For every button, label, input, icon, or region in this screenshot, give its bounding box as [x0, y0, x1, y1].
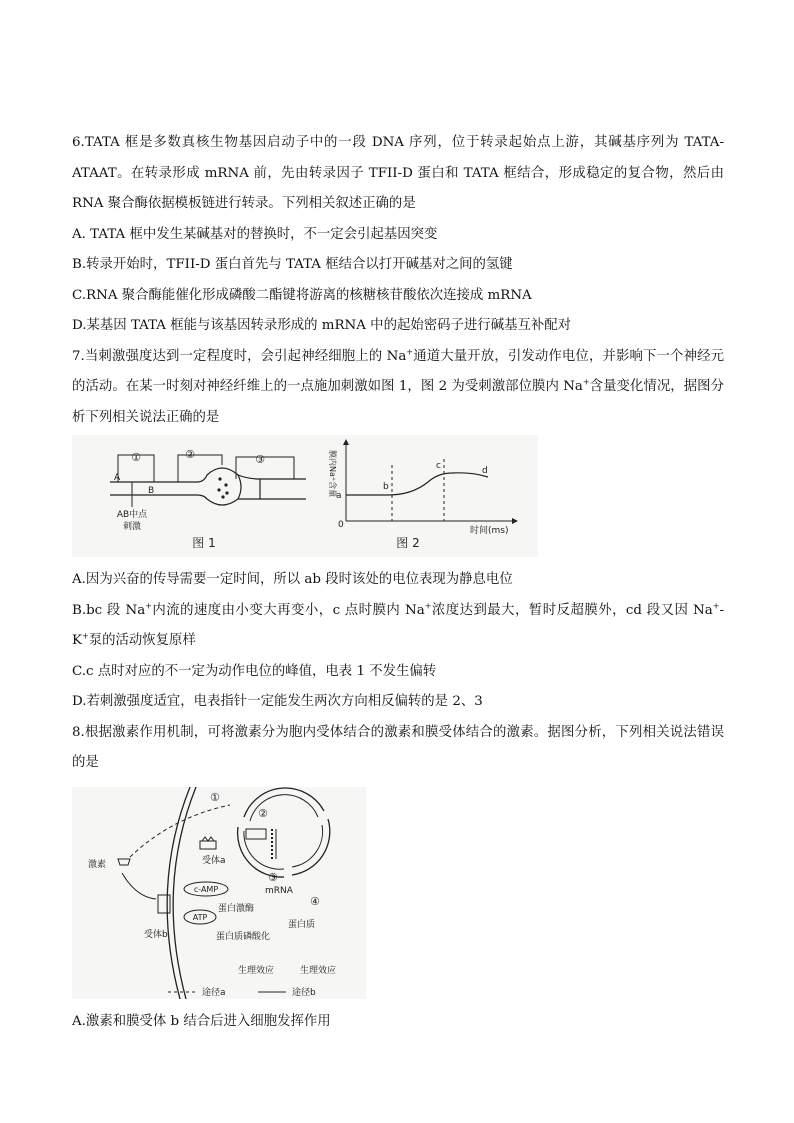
- step-2-label: ②: [258, 806, 268, 820]
- figure-2-point-d: d: [482, 466, 488, 476]
- stimulus-label-1: AB中点: [116, 510, 148, 520]
- figure-2-point-b: b: [383, 482, 389, 492]
- camp-label: c-AMP: [193, 884, 219, 894]
- step-4-label: ④: [310, 894, 320, 908]
- question-7-option-b: B.bc 段 Na+内流的速度由小变大再变小，c 点时膜内 Na+浓度达到最大，暂时反超膜外，cd 段又因 Na+-K+泵的活动恢复原样: [72, 601, 724, 648]
- question-8-figure: [72, 787, 366, 999]
- figure-2-point-c: c: [436, 461, 441, 471]
- figure-1-caption: 图 1: [192, 536, 216, 550]
- question-6-option-b: B.转录开始时，TFII-D 蛋白首先与 TATA 框结合以打开碱基对之间的氢键: [72, 257, 513, 272]
- question-7-option-d: D.若刺激强度适宜，电表指针一定能发生两次方向相反偏转的是 2、3: [72, 694, 483, 709]
- question-6-option-a: A. TATA 框中发生某碱基对的替换时，不一定会引起基因突变: [72, 226, 438, 242]
- atp-label: ATP: [192, 912, 208, 922]
- meter-1-label: ①: [131, 451, 141, 464]
- step-3-label: ③: [268, 870, 278, 884]
- figure-2-origin: 0: [338, 520, 344, 530]
- effect-2-label: 生理效应: [300, 965, 337, 976]
- figure-1: [110, 448, 306, 550]
- figure-2-point-a: a: [336, 491, 342, 501]
- question-6-option-c: C.RNA 聚合酶能催化形成磷酸二酯键将游离的核糖核苷酸依次连接成 mRNA: [72, 287, 532, 303]
- mrna-label: mRNA: [265, 885, 293, 896]
- receptor-a-label: 受体a: [202, 855, 226, 866]
- question-8-option-a: A.激素和膜受体 b 结合后进入细胞发挥作用: [72, 1013, 331, 1029]
- meter-3-label: ③: [255, 453, 265, 466]
- meter-2-label: ②: [185, 448, 195, 461]
- question-6-stem: 6.TATA 框是多数真核生物基因启动子中的一段 DNA 序列，位于转录起始点上游，其碱基序列为 TATA-ATAAT。在转录形成 mRNA 前，先由转录因子 TFII-D 蛋白和 TATA 框结合，形成稳定的复合物，然后由 RNA 聚合酶依据模板链进行转录。下列相关叙述正确的是: [72, 135, 724, 211]
- receptor-b-label: 受体b: [144, 929, 168, 940]
- legend-path-a: 途径a: [202, 987, 226, 998]
- figure-2-ylabel: 膜内Na⁺含量: [328, 450, 337, 498]
- effect-1-label: 生理效应: [238, 965, 275, 976]
- phosphorylation-label: 蛋白质磷酸化: [216, 931, 271, 942]
- question-6-option-d: D.某基因 TATA 框能与该基因转录形成的 mRNA 中的起始密码子进行碱基互补配对: [72, 318, 572, 333]
- question-7-option-c: C.c 点时对应的不一定为动作电位的峰值，电表 1 不发生偏转: [72, 663, 437, 679]
- exam-page: [72, 128, 724, 1037]
- legend-path-b: 途径b: [292, 987, 316, 998]
- figure-2-caption: 图 2: [396, 536, 420, 550]
- step-1-label: ①: [210, 790, 220, 804]
- hormone-label: 激素: [88, 859, 107, 870]
- point-a-label: A: [114, 473, 121, 483]
- figure-2-xlabel: 时间(ms): [470, 526, 509, 536]
- kinase-label: 蛋白激酶: [218, 903, 255, 914]
- question-7-figure: [72, 435, 538, 557]
- protein-label: 蛋白质: [288, 919, 316, 930]
- question-7-stem: 7.当刺激强度达到一定程度时，会引起神经细胞上的 Na+通道大量开放，引发动作电位，并影响下一个神经元的活动。在某一时刻对神经纤维上的一点施加刺激如图 1，图 2 为受刺激部位膜内 Na+含量变化情况，据图分析下列相关说法正确的是: [72, 347, 725, 425]
- figure-2: [328, 439, 518, 550]
- point-b-label: B: [148, 486, 155, 496]
- question-8-stem: 8.根据激素作用机制，可将激素分为胞内受体结合的激素和膜受体结合的激素。据图分析，下列相关说法错误的是: [72, 724, 724, 770]
- question-7-option-a: A.因为兴奋的传导需要一定时间，所以 ab 段时该处的电位表现为静息电位: [72, 572, 513, 587]
- stimulus-label-2: 刺激: [122, 522, 142, 532]
